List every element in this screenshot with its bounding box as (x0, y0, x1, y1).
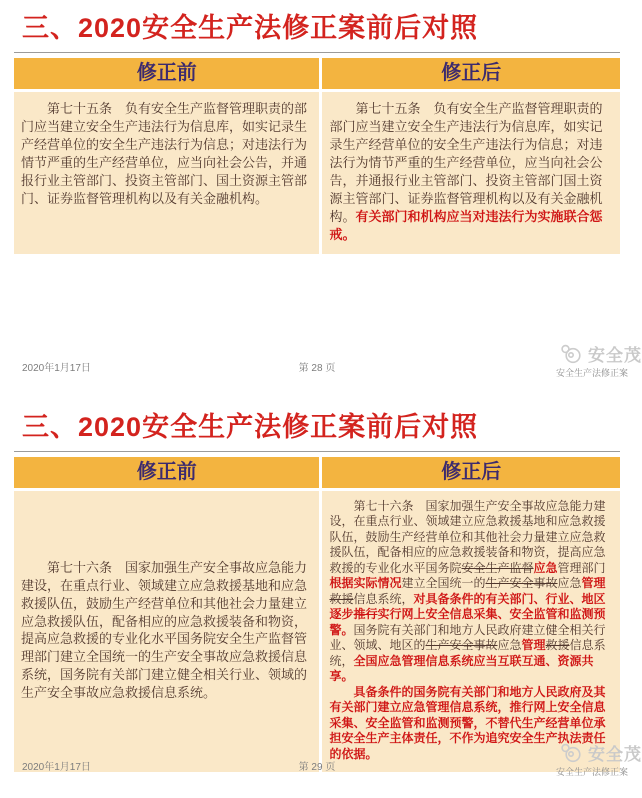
slide-title: 三、2020安全生产法修正案前后对照 (22, 13, 479, 43)
slide-title: 三、2020安全生产法修正案前后对照 (22, 412, 479, 442)
comparison-table (14, 457, 620, 772)
cell-after-text: 第七十六条 国家加强生产安全事故应急能力建设，在重点行业、领域建立应急救援基地和应急救援队伍，鼓励生产经营单位和其他社会力量建立应急救援队伍，配备相应的应急救援装备和物资，提高应急救援的专业化水平国务院安全生产监督应急管理部门根据实际情况建立全国统一的生产安全事故应急管理救援信息系统，对具备条件的有关部门、行业、地区逐步推行实行网上安全信息采集、安全监管和监测预警。国务院有关部门和地方人民政府建立健全相关行业、领域、地区的生产安全事故应急管理救援信息系统，全国应急管理信息系统应当互联互通、资源共享。 具备条件的国务院有关部门和地方人民政府及其有关部门建立应急管理信息系统，推行网上安全信息采集、安全监管和监测预警，不替代生产经营单位承担安全生产主体责任，不作为追究安全生产执法责任的依据。 (322, 491, 620, 772)
cell-before-text: 第七十五条 负有安全生产监督管理职责的部门应当建立安全生产违法行为信息库，如实记录生产经营单位的安全生产违法行为信息；对违法行为情节严重的生产经营单位，应当向社会公告，并通报行业主管部门、投资主管部门、国土资源主管部门、证券监督管理机构以及有关金融机构。 (14, 92, 319, 254)
watermark-caption: 安全生产法修正案 (555, 368, 628, 378)
footer-page-number: 第 29 页 (298, 762, 336, 773)
safety-mao-logo-icon (559, 742, 585, 764)
column-header-after: 修正后 (322, 58, 620, 89)
watermark-brand: 安全茂 (588, 745, 642, 764)
cell-before-text: 第七十六条 国家加强生产安全事故应急能力建设，在重点行业、领域建立应急救援基地和应急救援队伍，鼓励生产经营单位和其他社会力量建立应急救援队伍，配备相应的应急救援装备和物资，提高应急救援的专业化水平国务院安全生产监督管理部门建立全国统一的生产安全事故应急救援信息系统，国务院有关部门建立健全相关行业、领域的生产安全事故应急救援信息系统。 (14, 491, 319, 772)
safety-mao-logo-icon (559, 343, 585, 365)
comparison-table (14, 58, 620, 254)
slide-2 (0, 410, 642, 798)
page (0, 11, 642, 787)
watermark-brand: 安全茂 (588, 346, 642, 365)
slide-1 (0, 11, 642, 399)
footer-page-number: 第 28 页 (298, 363, 336, 374)
column-header-before: 修正前 (14, 58, 319, 89)
watermark (556, 341, 642, 379)
column-header-after: 修正后 (322, 457, 620, 488)
footer-date: 2020年1月17日 (22, 363, 91, 374)
cell-after-text: 第七十五条 负有安全生产监督管理职责的部门应当建立安全生产违法行为信息库，如实记录生产经营单位的安全生产违法行为信息；对违法行为情节严重的生产经营单位，应当向社会公告，并通报行业主管部门、投资主管部门国土资源主管部门、证券监督管理机构以及有关金融机构。有关部门和机构应当对违法行为实施联合惩戒。 (322, 92, 620, 254)
title-divider (14, 451, 620, 452)
footer-date: 2020年1月17日 (22, 762, 91, 773)
column-header-before: 修正前 (14, 457, 319, 488)
watermark (556, 740, 642, 778)
title-divider (14, 52, 620, 53)
watermark-caption: 安全生产法修正案 (555, 767, 628, 777)
